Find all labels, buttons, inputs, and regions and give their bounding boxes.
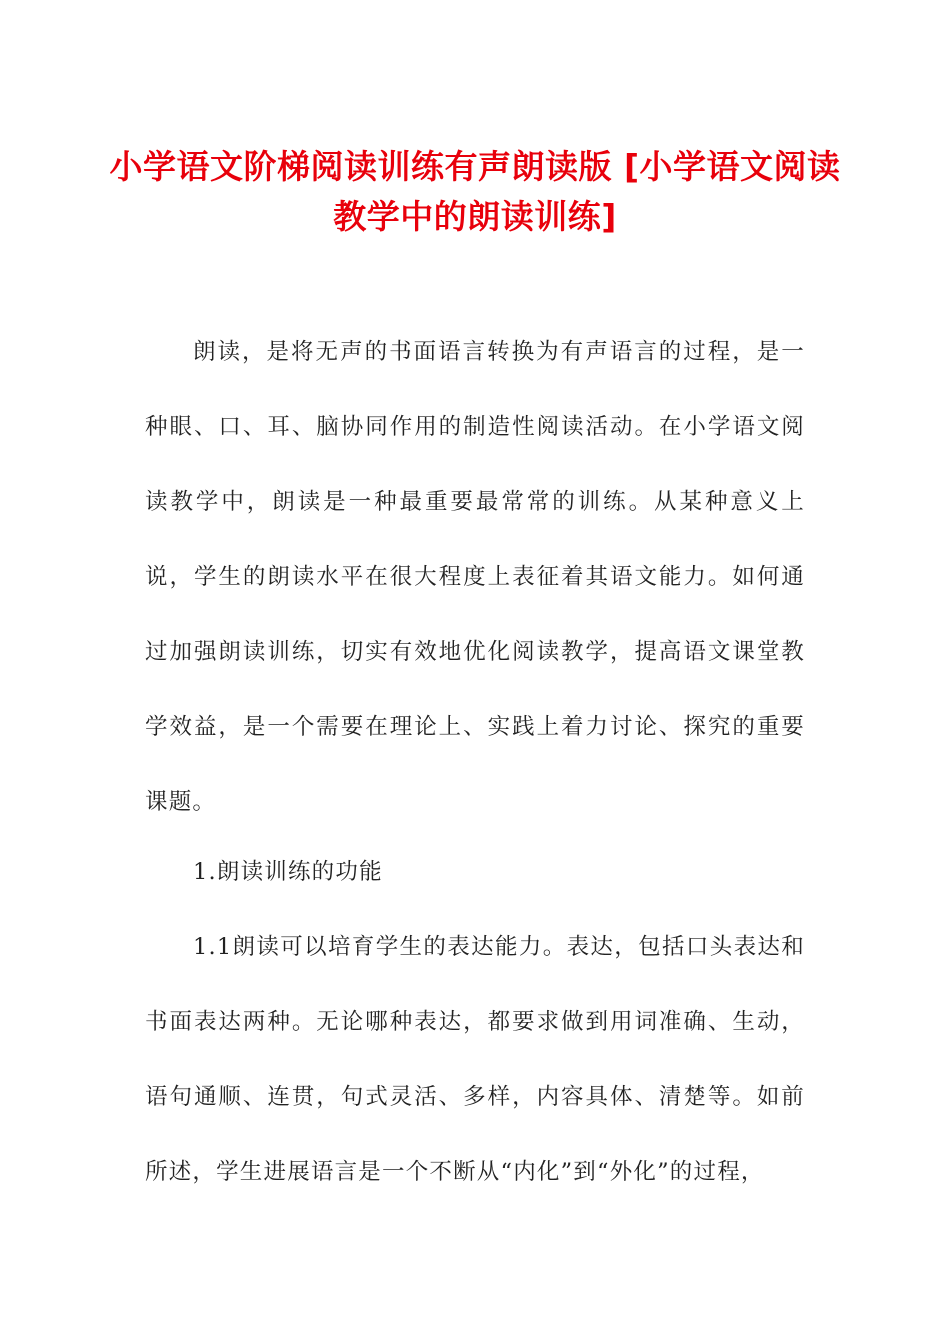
intro-paragraph: 朗读，是将无声的书面语言转换为有声语言的过程，是一种眼、口、耳、脑协同作用的制造性阅读活动。在小学语文阅读教学中，朗读是一种最重要最常常的训练。从某种意义上说，学生的朗读水平在很大程度上表征着其语文能力。如何通过加强朗读训练，切实有效地优化阅读教学，提高语文课堂教学效益，是一个需要在理论上、实践上着力讨论、探究的重要课题。 (145, 339, 805, 815)
document-title: 小学语文阶梯阅读训练有声朗读版 [小学语文阅读教学中的朗读训练] (109, 147, 841, 236)
section-paragraph: 1.1朗读可以培育学生的表达能力。表达，包括口头表达和书面表达两种。无论哪种表达，都要求做到用词准确、生动，语句通顺、连贯，句式灵活、多样，内容具体、清楚等。如前所述，学生进展语言是一个不断从“内化”到“外化”的过程， (145, 934, 805, 1185)
section-heading: 1.朗读训练的功能 (193, 859, 383, 885)
